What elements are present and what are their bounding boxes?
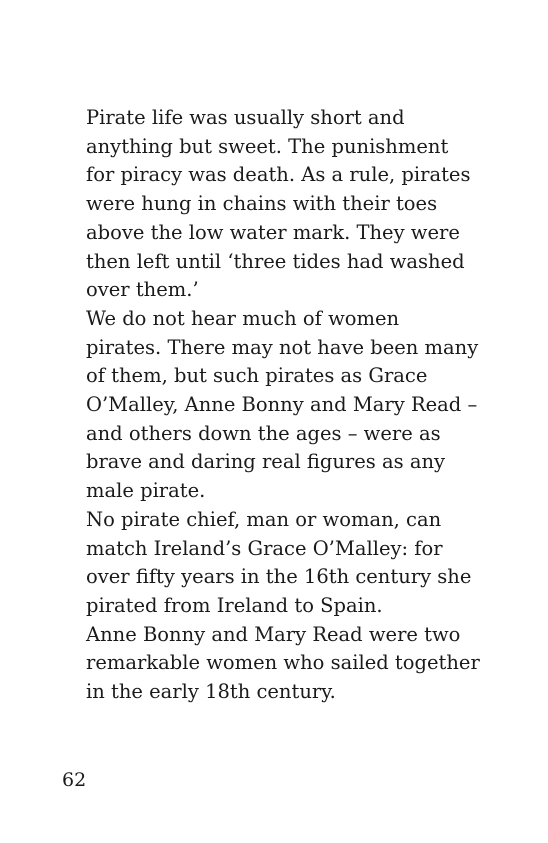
text-line: over fifty years in the 16th century she <box>86 565 472 589</box>
text-line: over them.’ <box>86 278 199 302</box>
paragraph-4 <box>62 621 502 707</box>
text-line: for piracy was death. As a rule, pirates <box>86 163 471 187</box>
text-line: O’Malley, Anne Bonny and Mary Read – <box>86 393 478 417</box>
text-line: Anne Bonny and Mary Read were two <box>86 622 461 646</box>
body-text <box>62 104 502 707</box>
text-line: were hung in chains with their toes <box>86 192 438 216</box>
text-line: anything but sweet. The punishment <box>86 134 449 158</box>
text-line: and others down the ages – were as <box>86 421 441 445</box>
text-line: match Ireland’s Grace O’Malley: for <box>86 536 443 560</box>
paragraph-1 <box>62 104 502 305</box>
page-number: 62 <box>62 769 87 791</box>
text-line: brave and daring real figures as any <box>86 450 446 474</box>
paragraph-3 <box>62 506 502 621</box>
text-line: then left until ‘three tides had washed <box>86 249 465 273</box>
text-line: No pirate chief, man or woman, can <box>86 507 442 531</box>
text-line: pirates. There may not have been many <box>86 335 479 359</box>
paragraph-2 <box>62 305 502 506</box>
text-line: Pirate life was usually short and <box>86 106 405 129</box>
text-line: We do not hear much of women <box>86 306 400 330</box>
text-line: pirated from Ireland to Spain. <box>86 593 383 617</box>
text-line: of them, but such pirates as Grace <box>86 364 428 388</box>
text-line: in the early 18th century. <box>86 680 336 704</box>
text-line: above the low water mark. They were <box>86 220 460 244</box>
text-line: male pirate. <box>86 479 206 503</box>
text-line: remarkable women who sailed together <box>86 651 480 675</box>
